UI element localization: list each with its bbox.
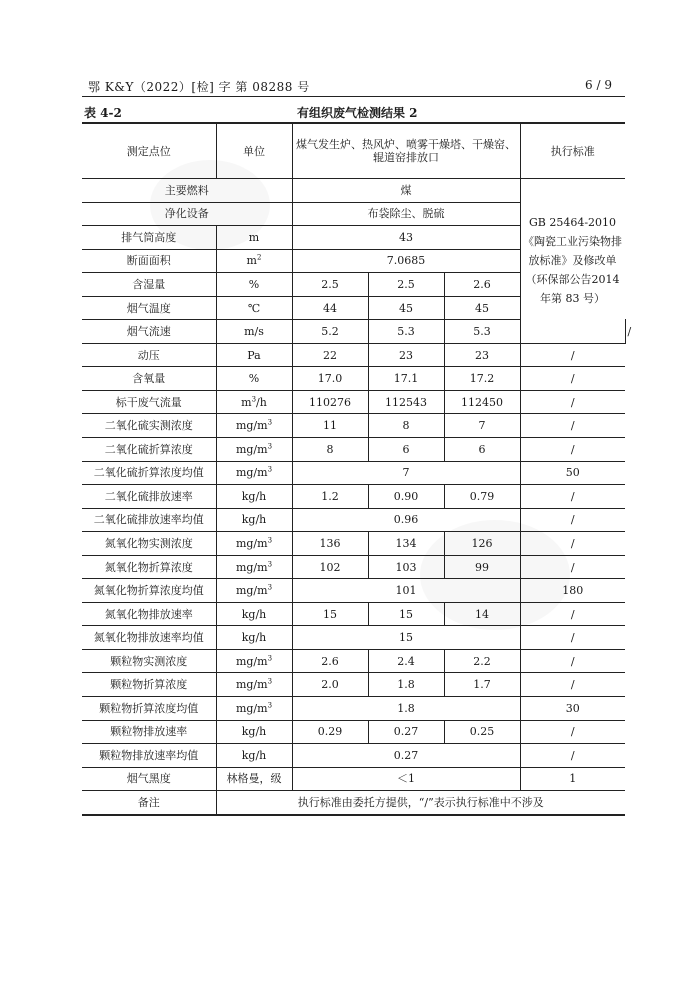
header-rule xyxy=(82,96,625,97)
row-label: 烟气黑度 xyxy=(82,767,216,791)
table-header-row xyxy=(82,123,625,179)
table-row xyxy=(82,508,625,532)
value-cell: 2.0 xyxy=(292,673,368,697)
table-row xyxy=(82,744,625,768)
unit-cell: $mg/m^3$ xyxy=(216,461,292,485)
value-cell: 5.3 xyxy=(368,320,444,344)
value-cell: 134 xyxy=(368,532,444,556)
unit-cell: kg/h xyxy=(216,508,292,532)
row-label: 断面面积 xyxy=(82,249,216,273)
value-cell: 45 xyxy=(368,296,444,320)
unit-cell: $mg/m^3$ xyxy=(216,532,292,556)
table-row xyxy=(82,367,625,391)
value-cell: 22 xyxy=(292,343,368,367)
unit-cell: % xyxy=(216,273,292,297)
standard-cell: / xyxy=(520,673,625,697)
unit-cell: $mg/m^3$ xyxy=(216,438,292,462)
col-header-point: 测定点位 xyxy=(82,123,216,179)
value-cell: 15 xyxy=(368,602,444,626)
value-cell: 17.2 xyxy=(444,367,520,391)
value-cell: 110276 xyxy=(292,390,368,414)
row-label: 含湿量 xyxy=(82,273,216,297)
unit-cell: kg/h xyxy=(216,626,292,650)
table-row xyxy=(82,767,625,791)
table-label: 表 4-2 xyxy=(84,106,122,120)
value-cell: 103 xyxy=(368,555,444,579)
unit-cell: $mg/m^3$ xyxy=(216,649,292,673)
page-number: 6 / 9 xyxy=(585,78,612,92)
value-cell: 0.79 xyxy=(444,485,520,509)
table-row xyxy=(82,390,625,414)
standard-cell: / xyxy=(520,414,625,438)
value-cell: 112450 xyxy=(444,390,520,414)
standard-cell: / xyxy=(520,720,625,744)
value-cell: 7 xyxy=(444,414,520,438)
row-label: 氮氧化物排放速率均值 xyxy=(82,626,216,650)
row-label: 二氧化硫折算浓度 xyxy=(82,438,216,462)
value-cell: 14 xyxy=(444,602,520,626)
table-row xyxy=(82,438,625,462)
row-label: 二氧化硫折算浓度均值 xyxy=(82,461,216,485)
row-label: 氮氧化物折算浓度 xyxy=(82,555,216,579)
unit-cell: Pa xyxy=(216,343,292,367)
remark-row xyxy=(82,791,625,815)
row-label: 动压 xyxy=(82,343,216,367)
value-cell: 5.3 xyxy=(444,320,520,344)
unit-cell: $mg/m^3$ xyxy=(216,673,292,697)
table-row xyxy=(82,179,625,203)
value-cell: 2.2 xyxy=(444,649,520,673)
col-header-standard: 执行标准 xyxy=(520,123,625,179)
value-cell: 23 xyxy=(368,343,444,367)
table-row xyxy=(82,673,625,697)
value-cell: 102 xyxy=(292,555,368,579)
row-label: 排气筒高度 xyxy=(82,226,216,250)
unit-cell: kg/h xyxy=(216,720,292,744)
value-cell: 1.2 xyxy=(292,485,368,509)
unit-cell: $mg/m^3$ xyxy=(216,579,292,603)
row-label: 颗粒物折算浓度 xyxy=(82,673,216,697)
remark-label: 备注 xyxy=(82,791,216,815)
table-row: 烟气流速 m/s 5.2 5.3 5.3 / xyxy=(82,320,625,344)
standard-cell: GB 25464-2010《陶瓷工业污染物排放标准》及修改单（环保部公告2014年第 83 号） xyxy=(520,179,625,344)
table-row xyxy=(82,461,625,485)
standard-cell: / xyxy=(520,532,625,556)
unit-cell: $mg/m^3$ xyxy=(216,697,292,721)
value-cell: 0.27 xyxy=(292,744,520,768)
value-cell: 6 xyxy=(444,438,520,462)
value-cell: 0.29 xyxy=(292,720,368,744)
value-cell: 6 xyxy=(368,438,444,462)
value-cell: 7.0685 xyxy=(292,249,520,273)
value-cell: 2.5 xyxy=(368,273,444,297)
value-cell: 0.90 xyxy=(368,485,444,509)
standard-cell: 50 xyxy=(520,461,625,485)
value-cell: 101 xyxy=(292,579,520,603)
value-cell: 布袋除尘、脱硫 xyxy=(292,202,520,226)
table-row xyxy=(82,720,625,744)
row-label: 烟气温度 xyxy=(82,296,216,320)
row-label: 颗粒物折算浓度均值 xyxy=(82,697,216,721)
table-row xyxy=(82,343,625,367)
row-label: 含氧量 xyxy=(82,367,216,391)
value-cell: 7 xyxy=(292,461,520,485)
value-cell: 112543 xyxy=(368,390,444,414)
row-label: 二氧化硫实测浓度 xyxy=(82,414,216,438)
row-label: 净化设备 xyxy=(82,202,292,226)
value-cell: 136 xyxy=(292,532,368,556)
unit-cell: 林格曼，级 xyxy=(216,767,292,791)
row-label: 标干废气流量 xyxy=(82,390,216,414)
unit-cell: kg/h xyxy=(216,602,292,626)
value-cell: 2.4 xyxy=(368,649,444,673)
unit-cell: % xyxy=(216,367,292,391)
standard-cell: 180 xyxy=(520,579,625,603)
row-label: 氮氧化物排放速率 xyxy=(82,602,216,626)
value-cell: 11 xyxy=(292,414,368,438)
report-number: 鄂 K&Y（2022）[检] 字 第 08288 号 xyxy=(88,80,310,94)
table-row xyxy=(82,532,625,556)
value-cell: 44 xyxy=(292,296,368,320)
value-cell: 17.1 xyxy=(368,367,444,391)
value-cell: 0.25 xyxy=(444,720,520,744)
value-cell: 17.0 xyxy=(292,367,368,391)
unit-cell: kg/h xyxy=(216,744,292,768)
standard-cell: / xyxy=(520,390,625,414)
standard-cell: / xyxy=(520,367,625,391)
table-row xyxy=(82,485,625,509)
unit-cell: $mg/m^3$ xyxy=(216,414,292,438)
col-header-source: 煤气发生炉、热风炉、喷雾干燥塔、干燥窑、辊道窑排放口 xyxy=(292,123,520,179)
table-title: 有组织废气检测结果 2 xyxy=(297,106,418,120)
value-cell: 2.6 xyxy=(444,273,520,297)
value-cell: 126 xyxy=(444,532,520,556)
standard-cell: / xyxy=(520,508,625,532)
row-label: 烟气流速 xyxy=(82,320,216,344)
value-cell: 0.27 xyxy=(368,720,444,744)
remark-text: 执行标准由委托方提供，“/”表示执行标准中不涉及 xyxy=(216,791,625,815)
value-cell: 8 xyxy=(368,414,444,438)
value-cell: 1.8 xyxy=(368,673,444,697)
value-cell: 23 xyxy=(444,343,520,367)
table-row xyxy=(82,414,625,438)
standard-cell: 1 xyxy=(520,767,625,791)
table-row xyxy=(82,649,625,673)
value-cell: 2.6 xyxy=(292,649,368,673)
standard-cell: / xyxy=(520,485,625,509)
value-cell: 1.8 xyxy=(292,697,520,721)
row-label: 二氧化硫排放速率 xyxy=(82,485,216,509)
value-cell: 99 xyxy=(444,555,520,579)
unit-cell: ℃ xyxy=(216,296,292,320)
table-row xyxy=(82,626,625,650)
standard-cell: / xyxy=(520,744,625,768)
unit-cell: m/s xyxy=(216,320,292,344)
row-label: 颗粒物排放速率 xyxy=(82,720,216,744)
row-label: 氮氧化物实测浓度 xyxy=(82,532,216,556)
value-cell: 15 xyxy=(292,602,368,626)
unit-cell: $m^2$ xyxy=(216,249,292,273)
value-cell: 5.2 xyxy=(292,320,368,344)
standard-cell: / xyxy=(520,626,625,650)
row-label: 氮氧化物折算浓度均值 xyxy=(82,579,216,603)
table-row xyxy=(82,697,625,721)
standard-cell: / xyxy=(520,343,625,367)
value-cell: 2.5 xyxy=(292,273,368,297)
row-label: 颗粒物排放速率均值 xyxy=(82,744,216,768)
standard-cell: / xyxy=(520,438,625,462)
value-cell: 43 xyxy=(292,226,520,250)
table-row xyxy=(82,555,625,579)
standard-cell: / xyxy=(520,649,625,673)
results-table xyxy=(82,122,632,816)
value-cell: 8 xyxy=(292,438,368,462)
standard-cell: / xyxy=(520,602,625,626)
unit-cell: $m^3/h$ xyxy=(216,390,292,414)
standard-cell: 30 xyxy=(520,697,625,721)
row-label: 二氧化硫排放速率均值 xyxy=(82,508,216,532)
unit-cell: kg/h xyxy=(216,485,292,509)
table-row xyxy=(82,579,625,603)
value-cell: 45 xyxy=(444,296,520,320)
value-cell: 15 xyxy=(292,626,520,650)
table-row xyxy=(82,602,625,626)
value-cell: 煤 xyxy=(292,179,520,203)
value-cell: 1.7 xyxy=(444,673,520,697)
value-cell: ＜1 xyxy=(292,767,520,791)
col-header-unit: 单位 xyxy=(216,123,292,179)
standard-cell: / xyxy=(520,555,625,579)
row-label: 颗粒物实测浓度 xyxy=(82,649,216,673)
row-label: 主要燃料 xyxy=(82,179,292,203)
value-cell: 0.96 xyxy=(292,508,520,532)
unit-cell: m xyxy=(216,226,292,250)
unit-cell: $mg/m^3$ xyxy=(216,555,292,579)
